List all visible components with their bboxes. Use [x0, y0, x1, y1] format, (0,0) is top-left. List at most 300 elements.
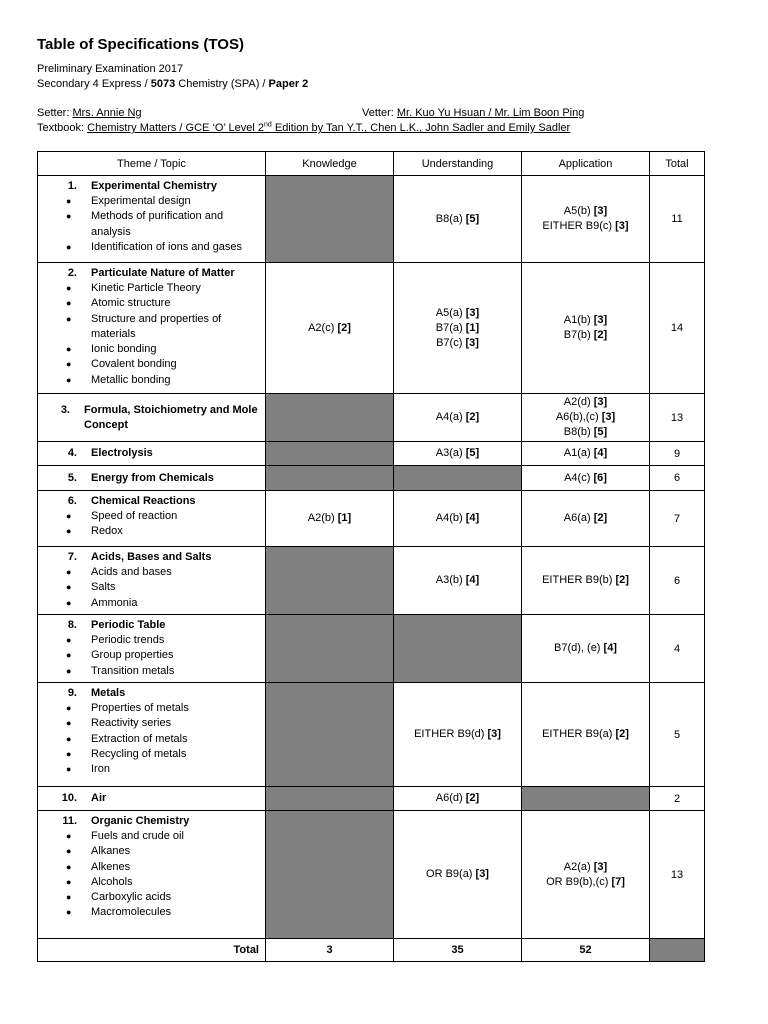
understanding-cell — [394, 176, 522, 263]
cell-entry — [522, 410, 649, 425]
bullet-dot-icon: ● — [66, 748, 72, 759]
topic-title — [38, 550, 265, 565]
total-cell: 7 — [650, 491, 705, 547]
marks: [3] — [593, 205, 608, 217]
course-line — [37, 78, 308, 90]
application-cell — [522, 683, 650, 787]
understanding-cell — [394, 683, 522, 787]
cell-entry — [394, 791, 521, 806]
topic-number: 1. — [67, 180, 77, 192]
course-subject: Chemistry (SPA) / — [175, 78, 269, 90]
topic-number: 8. — [67, 619, 77, 631]
application-cell — [522, 263, 650, 394]
textbook-line — [37, 122, 570, 134]
subtopic-label: Macromolecules — [91, 906, 172, 919]
marks: [3] — [475, 868, 489, 880]
subtopic-item — [38, 648, 265, 663]
cell-entry — [522, 875, 649, 890]
header-total: Total — [650, 152, 705, 176]
understanding-cell — [394, 787, 522, 811]
subtopic-label: Methods of purification and analysis — [91, 210, 224, 238]
bullet-dot-icon: ● — [66, 359, 72, 370]
textbook-title — [87, 122, 570, 134]
subtopic-list — [38, 281, 265, 388]
bullet-dot-icon: ● — [66, 344, 72, 355]
question-ref: A5(b) — [563, 205, 594, 217]
table-row — [38, 466, 705, 491]
application-cell — [522, 547, 650, 615]
cell-entries — [394, 867, 521, 882]
bullet-dot-icon: ● — [66, 650, 72, 661]
question-ref: EITHER B9(d) — [414, 728, 488, 740]
subtopic-label: Salts — [91, 581, 116, 594]
subtopic-label: Metallic bonding — [91, 373, 171, 386]
cell-entries — [522, 395, 649, 440]
topic-cell — [38, 615, 266, 683]
vetter-line — [362, 107, 584, 119]
cell-entry — [266, 321, 393, 336]
header-application: Application — [522, 152, 650, 176]
topic-title — [38, 471, 265, 486]
bullet-dot-icon: ● — [66, 283, 72, 293]
table-row — [38, 547, 705, 615]
question-ref: B8(b) — [563, 426, 594, 438]
bullet-dot-icon: ● — [66, 597, 72, 608]
bullet-dot-icon: ● — [66, 665, 72, 676]
knowledge-cell — [266, 811, 394, 939]
question-ref: A5(a) — [435, 306, 466, 319]
question-ref: A2(b) — [307, 512, 338, 524]
table-row — [38, 787, 705, 811]
subtopic-label: Structure and properties of materials — [91, 312, 222, 340]
subtopic-list — [38, 194, 265, 255]
question-ref: A4(a) — [435, 411, 466, 423]
topic-cell — [38, 811, 266, 939]
question-ref: B7(b) — [563, 329, 594, 341]
marks: [2] — [615, 728, 629, 740]
cell-entries — [522, 511, 649, 526]
cell-entries — [394, 446, 521, 461]
subtopic-label: Ammonia — [91, 596, 138, 609]
subtopic-label: Alkenes — [91, 860, 131, 873]
marks: [4] — [465, 574, 480, 586]
question-ref: A6(b),(c) — [555, 411, 602, 423]
topic-cell — [38, 683, 266, 787]
question-ref: A1(a) — [563, 447, 594, 459]
subtopic-label: Group properties — [91, 649, 174, 662]
cell-entries — [266, 321, 393, 336]
total-cell: 9 — [650, 442, 705, 466]
total-cell: 13 — [650, 811, 705, 939]
cell-entries — [394, 306, 521, 351]
question-ref: A6(d) — [435, 792, 466, 804]
exam-name: Preliminary Examination 2017 — [37, 63, 184, 75]
header-knowledge: Knowledge — [266, 152, 394, 176]
topic-cell — [38, 787, 266, 811]
bullet-dot-icon: ● — [66, 907, 72, 918]
topic-title — [38, 403, 265, 433]
marks: [1] — [465, 321, 480, 334]
knowledge-cell — [266, 615, 394, 683]
marks: [3] — [487, 728, 501, 740]
marks: [7] — [611, 875, 625, 888]
subtopic-label: Experimental design — [91, 195, 191, 207]
topic-name: Organic Chemistry — [91, 815, 190, 827]
subtopic-list — [38, 701, 265, 777]
question-ref: A4(b) — [435, 512, 466, 524]
subtopic-item — [38, 716, 265, 731]
marks: [2] — [593, 329, 608, 341]
cell-entry — [394, 306, 521, 321]
total-knowledge: 3 — [266, 939, 394, 962]
total-cell: 13 — [650, 394, 705, 442]
table-row — [38, 263, 705, 394]
subtopic-item — [38, 194, 265, 209]
marks: [3] — [593, 860, 608, 873]
course-prefix: Secondary 4 Express / — [37, 78, 151, 90]
total-cell: 5 — [650, 683, 705, 787]
understanding-cell — [394, 811, 522, 939]
total-cell: 6 — [650, 466, 705, 491]
understanding-cell — [394, 615, 522, 683]
marks: [2] — [465, 792, 480, 804]
topic-title — [38, 494, 265, 509]
marks: [2] — [337, 321, 351, 334]
header-understanding: Understanding — [394, 152, 522, 176]
subtopic-label: Covalent bonding — [91, 358, 177, 371]
totals-label: Total — [38, 939, 266, 962]
marks: [2] — [615, 574, 629, 586]
cell-entry — [394, 446, 521, 461]
setter-name: Mrs. Annie Ng — [72, 107, 142, 119]
cell-entry — [394, 336, 521, 351]
table-row — [38, 394, 705, 442]
subtopic-label: Kinetic Particle Theory — [91, 282, 201, 294]
topic-number: 9. — [67, 687, 77, 699]
bullet-dot-icon: ● — [66, 511, 72, 521]
cell-entry — [522, 425, 649, 440]
marks: [4] — [593, 447, 608, 459]
subtopic-item — [38, 829, 265, 844]
topic-name: Particulate Nature of Matter — [91, 267, 235, 279]
topic-name: Electrolysis — [91, 447, 153, 459]
cell-entries — [394, 212, 521, 227]
bullet-dot-icon: ● — [66, 764, 72, 775]
topic-number: 2. — [67, 267, 77, 279]
cell-entry — [522, 511, 649, 526]
topic-number: 10. — [61, 792, 77, 804]
question-ref: B7(d), (e) — [554, 642, 604, 654]
topic-name: Metals — [91, 687, 126, 699]
topic-title — [38, 686, 265, 701]
textbook-sup: nd — [264, 121, 272, 129]
table-row — [38, 811, 705, 939]
bullet-dot-icon: ● — [66, 892, 72, 903]
exam-line — [37, 63, 183, 75]
cell-entry — [522, 860, 649, 875]
application-cell — [522, 442, 650, 466]
page-title: Table of Specifications (TOS) — [37, 36, 244, 53]
subtopic-item — [38, 281, 265, 296]
marks: [5] — [465, 447, 480, 459]
question-ref: A3(a) — [435, 447, 466, 459]
subtopic-label: Properties of metals — [91, 702, 189, 714]
course-code: 5073 — [150, 78, 176, 90]
bullet-dot-icon: ● — [66, 703, 72, 713]
bullet-dot-icon: ● — [66, 313, 72, 324]
cell-entry — [394, 212, 521, 227]
tos-table — [37, 151, 705, 962]
question-ref: A6(a) — [563, 512, 594, 524]
knowledge-cell — [266, 442, 394, 466]
subtopic-label: Redox — [91, 525, 123, 538]
subtopic-item — [38, 312, 265, 343]
subtopic-item — [38, 209, 265, 240]
textbook-part-a: Chemistry Matters / GCE ‘O’ Level 2 — [87, 122, 264, 134]
cell-entry — [522, 641, 649, 656]
marks: [3] — [593, 396, 608, 408]
understanding-cell — [394, 442, 522, 466]
bullet-dot-icon: ● — [66, 374, 72, 385]
understanding-cell — [394, 491, 522, 547]
application-cell — [522, 787, 650, 811]
topic-cell — [38, 263, 266, 394]
table-row — [38, 683, 705, 787]
topic-cell — [38, 442, 266, 466]
subtopic-label: Ionic bonding — [91, 343, 157, 356]
knowledge-cell — [266, 466, 394, 491]
application-cell — [522, 615, 650, 683]
subtopic-item — [38, 664, 265, 679]
topic-number: 3. — [60, 403, 70, 416]
total-grand-shaded — [650, 939, 705, 962]
cell-entries — [394, 410, 521, 425]
bullet-dot-icon: ● — [66, 241, 72, 252]
cell-entries — [522, 204, 649, 234]
cell-entry — [394, 867, 521, 882]
knowledge-cell — [266, 547, 394, 615]
topic-title — [38, 266, 265, 281]
textbook-part-b: Edition by Tan Y.T., Chen L.K., John Sadler and Emily Sadler — [271, 122, 571, 134]
bullet-dot-icon: ● — [66, 861, 72, 872]
bullet-dot-icon: ● — [66, 846, 72, 857]
marks: [4] — [465, 512, 480, 524]
total-cell: 4 — [650, 615, 705, 683]
topic-name: Energy from Chemicals — [91, 471, 214, 484]
bullet-dot-icon: ● — [66, 582, 72, 593]
setter-label: Setter: — [37, 107, 73, 119]
knowledge-cell — [266, 491, 394, 547]
vetter-name: Mr. Kuo Yu Hsuan / Mr. Lim Boon Ping — [396, 107, 585, 119]
question-ref: B7(a) — [435, 321, 466, 334]
cell-entries — [522, 860, 649, 890]
question-ref: A3(b) — [435, 574, 466, 586]
understanding-cell — [394, 263, 522, 394]
bullet-dot-icon: ● — [66, 526, 72, 537]
cell-entry — [394, 573, 521, 588]
totals-row — [38, 939, 705, 962]
cell-entries — [522, 446, 649, 461]
topic-cell — [38, 176, 266, 263]
marks: [3] — [601, 411, 616, 423]
subtopic-item — [38, 890, 265, 905]
question-ref: B7(c) — [436, 336, 466, 349]
understanding-cell — [394, 466, 522, 491]
cell-entries — [394, 511, 521, 526]
subtopic-label: Fuels and crude oil — [91, 830, 184, 842]
subtopic-item — [38, 747, 265, 762]
question-ref: EITHER B9(b) — [542, 574, 616, 586]
cell-entries — [522, 573, 649, 588]
cell-entry — [266, 511, 393, 526]
cell-entries — [522, 471, 649, 486]
cell-entry — [522, 395, 649, 410]
subtopic-item — [38, 844, 265, 859]
marks: [3] — [615, 220, 629, 232]
knowledge-cell — [266, 176, 394, 263]
subtopic-label: Atomic structure — [91, 297, 171, 310]
subtopic-item — [38, 240, 265, 255]
cell-entry — [522, 204, 649, 219]
question-ref: A1(b) — [563, 314, 594, 326]
subtopic-item — [38, 732, 265, 747]
total-cell: 11 — [650, 176, 705, 263]
marks: [2] — [465, 411, 480, 423]
bullet-dot-icon: ● — [66, 211, 72, 222]
setter-line — [37, 107, 142, 119]
total-cell: 6 — [650, 547, 705, 615]
subtopic-label: Extraction of metals — [91, 732, 188, 745]
topic-cell — [38, 466, 266, 491]
bullet-dot-icon: ● — [66, 831, 72, 841]
marks: [2] — [593, 512, 608, 524]
marks: [3] — [465, 306, 480, 319]
subtopic-list — [38, 509, 265, 540]
cell-entry — [522, 328, 649, 343]
topic-number: 7. — [67, 551, 77, 563]
marks: [4] — [603, 642, 617, 654]
subtopic-item — [38, 357, 265, 372]
topic-number: 4. — [67, 447, 77, 459]
subtopic-label: Speed of reaction — [91, 510, 178, 522]
subtopic-item — [38, 596, 265, 611]
bullet-dot-icon: ● — [66, 298, 72, 309]
application-cell — [522, 466, 650, 491]
table-row — [38, 491, 705, 547]
topic-name: Air — [91, 792, 107, 804]
knowledge-cell — [266, 683, 394, 787]
subtopic-item — [38, 565, 265, 580]
bullet-dot-icon: ● — [66, 635, 72, 645]
subtopic-item — [38, 875, 265, 890]
subtopic-label: Acids and bases — [91, 566, 172, 578]
header-theme: Theme / Topic — [38, 152, 266, 176]
subtopic-item — [38, 633, 265, 648]
question-ref: OR B9(a) — [426, 868, 476, 880]
marks: [5] — [593, 426, 608, 438]
topic-cell — [38, 491, 266, 547]
topic-number: 5. — [67, 471, 77, 484]
knowledge-cell — [266, 787, 394, 811]
bullet-dot-icon: ● — [66, 876, 72, 887]
cell-entry — [522, 219, 649, 234]
understanding-cell — [394, 547, 522, 615]
cell-entry — [522, 573, 649, 588]
subtopic-label: Alcohols — [91, 875, 133, 888]
understanding-cell — [394, 394, 522, 442]
table-row — [38, 615, 705, 683]
topic-cell — [38, 547, 266, 615]
bullet-dot-icon: ● — [66, 718, 72, 729]
cell-entries — [522, 313, 649, 343]
subtopic-item — [38, 701, 265, 716]
subtopic-item — [38, 509, 265, 524]
total-application: 52 — [522, 939, 650, 962]
subtopic-label: Identification of ions and gases — [91, 240, 243, 253]
cell-entry — [522, 727, 649, 742]
topic-name: Experimental Chemistry — [91, 180, 217, 192]
marks: [5] — [465, 212, 480, 225]
total-cell: 2 — [650, 787, 705, 811]
subtopic-item — [38, 524, 265, 539]
textbook-label: Textbook: — [37, 122, 88, 134]
table-header-row — [38, 152, 705, 176]
question-ref: A2(a) — [563, 860, 594, 873]
cell-entry — [394, 511, 521, 526]
application-cell — [522, 491, 650, 547]
topic-name: Formula, Stoichiometry and Mole Concept — [84, 403, 258, 431]
topic-cell — [38, 394, 266, 442]
cell-entry — [394, 410, 521, 425]
topic-title — [38, 814, 265, 829]
topic-name: Periodic Table — [91, 619, 166, 631]
marks: [3] — [465, 336, 479, 349]
bullet-dot-icon: ● — [66, 733, 72, 744]
topic-name: Acids, Bases and Salts — [91, 551, 212, 563]
cell-entry — [522, 471, 649, 486]
question-ref: A2(d) — [563, 396, 594, 408]
cell-entries — [522, 727, 649, 742]
topic-number: 11. — [62, 815, 77, 827]
marks: [1] — [337, 512, 352, 524]
cell-entry — [394, 321, 521, 336]
cell-entries — [394, 791, 521, 806]
subtopic-label: Iron — [91, 763, 110, 776]
application-cell — [522, 811, 650, 939]
paper-label: Paper 2 — [268, 78, 309, 90]
subtopic-label: Periodic trends — [91, 634, 165, 646]
table-row — [38, 176, 705, 263]
table-row — [38, 442, 705, 466]
question-ref: B8(a) — [435, 212, 466, 225]
knowledge-cell — [266, 263, 394, 394]
question-ref: A4(c) — [564, 471, 594, 484]
subtopic-list — [38, 829, 265, 921]
subtopic-list — [38, 633, 265, 679]
question-ref: OR B9(b),(c) — [546, 875, 612, 888]
cell-entry — [394, 727, 521, 742]
subtopic-label: Alkanes — [91, 845, 131, 858]
subtopic-item — [38, 762, 265, 777]
topic-title — [38, 791, 265, 806]
application-cell — [522, 176, 650, 263]
subtopic-item — [38, 905, 265, 920]
subtopic-item — [38, 580, 265, 595]
question-ref: A2(c) — [308, 321, 338, 334]
subtopic-item — [38, 296, 265, 311]
marks: [6] — [593, 471, 607, 484]
marks: [3] — [593, 314, 608, 326]
